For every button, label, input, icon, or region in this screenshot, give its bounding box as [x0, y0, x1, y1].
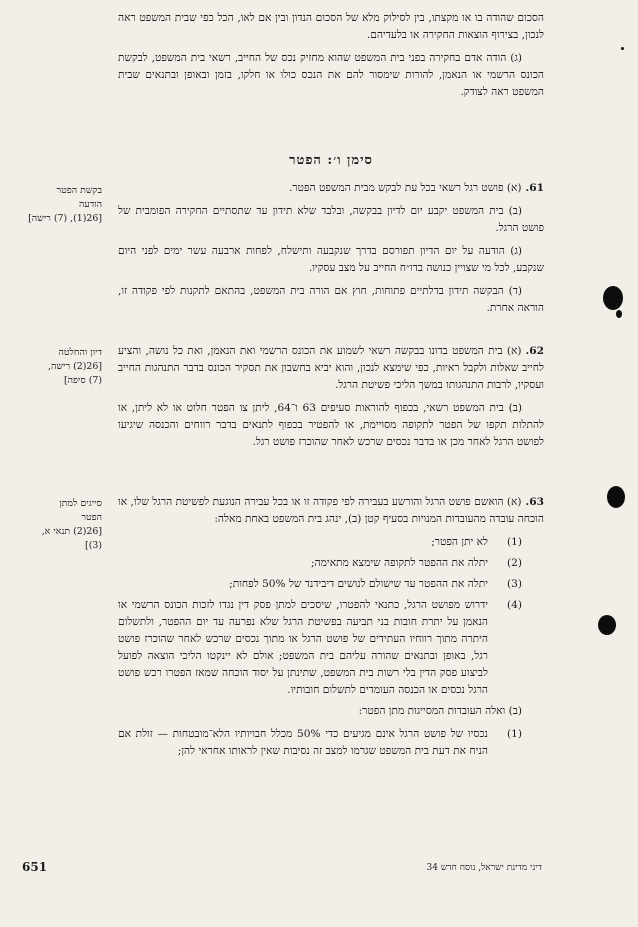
ink-blot — [603, 286, 623, 310]
paragraph: (ג) הודה אדם בחקירה בפני בית המשפט שהוא מחזיק נכס של החייב, רשאי בית המשפט, לבקשת הכונס הרשמי או הנאמן, להורות שימסור להם את הנכס כולו או חלקו, בזמן ובאופן ובתנאים שבית המשפט ראה לצודק. — [118, 52, 544, 98]
section-61 — [118, 180, 544, 323]
paragraph: 63.(א) הואשם פושט הרגל והורשע בעבירה לפי פקודה זו או בכל עבירה הנוגעת לפשיטת הרגל שלו, או הוכחה עובדה מהעובדות המנויות בסעיף קטן (ב), ינהג בית המשפט באחת מאלה: — [118, 496, 544, 525]
section-number: 62. — [525, 345, 544, 357]
paragraph: 61.(א) פושט רגל רשאי בכל עת לבקש מבית המשפט הפטר. — [288, 182, 544, 194]
ink-blot — [598, 615, 616, 635]
ink-blot — [616, 310, 622, 318]
list-item: (2) יתלה את ההפטר לתקופה שימצא מתאימה; — [310, 557, 522, 569]
top-continuation — [118, 10, 544, 107]
page-number: 651 — [22, 860, 48, 874]
paragraph: (ב) ואלה העובדות המסייגות מתן הפטר: — [358, 705, 522, 717]
section-62 — [118, 343, 544, 457]
ink-blot — [621, 47, 624, 50]
section-number: 63. — [525, 496, 544, 508]
ink-blot — [607, 486, 625, 508]
list-item: (1) נכסיו של פושט הרגל אינם מגיעים כדי 50% מכלל חבויותיו הלא־מובטחות — זולת אם הניח את דעת בית המשפט שגרמו למצב זה נסיבות שאין לראותו אחראי להן; — [118, 728, 522, 757]
margin-note-discharge-request: בקשת הפטר הודעה [26(1), (7) רישה] — [28, 185, 102, 224]
section-63 — [118, 494, 544, 764]
paragraph: (ג) הודעה על יום הדיון תפורסם בדרך שנקבעה ותישלח, לפחות ארבעה עשר ימים לפני היום שנקבע, לכל מי שצויין כנושה בדו״ח החייב על מצב עסקיו. — [118, 245, 544, 274]
margin-note-hearing-decision: דיון והחלטה [26(2) רישה, (7) סיפה] — [48, 347, 102, 386]
paragraph: (ד) הבקשה תידון בדלתיים פתוחות, חוץ אם הורה בית המשפט, בהתאם לתקנות לפי פקודה זו, הוראה אחרת. — [118, 285, 544, 314]
paragraph: (ב) בית המשפט רשאי, בכפוף להוראות סעיפים 63 ו־64, ליתן צו הפטר חלוט או לא ליתן, או להתלות תקפו של הפטר לתקופה מסויימת, או להפטיר בכפוף לתנאים בדבר רווחים והכנסה שיגיעו לפושט הרגל לאחר מכן או בדבר נכסים שרכש לאחר שהוכרז פושט רגל. — [118, 402, 544, 448]
list — [118, 726, 544, 760]
running-head: דיני מדינת ישראל, נוסח חדש 34 — [426, 863, 542, 873]
list-item: (1) לא יתן הפטר; — [431, 536, 522, 548]
paragraph: (ב) בית המשפט יקבע יום לדיון בבקשה, ובלבד שלא תידון עד שתסתיים החקירה הפומבית של פושט הרגל. — [118, 205, 544, 234]
list — [118, 534, 544, 699]
list-item: (4) ידרוש מפושט הרגל, כתנאי להפטרו, שיסכים למתן פסק דין נגדו לזכות הכונס הרשמי או הנאמן על יתרת חובות בני תביעה בפשיטת הרגל שלא נפרעה עד יום ההפטר, ולתשלום היתרה מתוך רווחיו העתידים של פושט הרגל או מתוך נכסים שרכש לאחר שהוכרז פושט רגל, באופן ובתנאים שהורה עליהם בית המשפט; אולם לא יינקטו הליכי הוצאה לפועל לביצוע פסק הדין בלי רשות בית המשפט, שתינתן על יסוד הוכחה שמאז הפטרו רכש פושט הרגל נכסים או הכנסה העומדים לתשלום חובותיו. — [118, 599, 522, 696]
paragraph: 62.(א) בית המשפט בדונו בבקשה רשאי לשמוע את הכונס הרשמי ואת הנאמן, ואת כל נושה, והציע לחייב שאלות ולקבל ראיות, כפי שימצא לנכון, והוא יביא בחשבון את תסקיר הכונס בדבר התנהגות החייב ועסקיו, לרבות התנהגותו במשך הליכי פשיטת הרגל. — [118, 345, 544, 391]
section-title: סימן ו׳: הפטר — [289, 153, 373, 168]
section-number: 61. — [525, 182, 544, 194]
paragraph: הסכום שהודה בו או מקצתו, בין לסילוק מלא של הסכום הנדון ובין אם לאו, הכל כפי שבית המשפט ראה לנכון, בצירוף הוצאות החקירה או בלעדיהם. — [118, 12, 544, 41]
margin-note-restrictions: סייגים למתן הפטר [26(2) תנאי א, (3)] — [41, 498, 102, 551]
list-item: (3) יתלה את ההפטר עד שישולם לנושים דיבידנד של 50% לפחות; — [229, 578, 522, 590]
